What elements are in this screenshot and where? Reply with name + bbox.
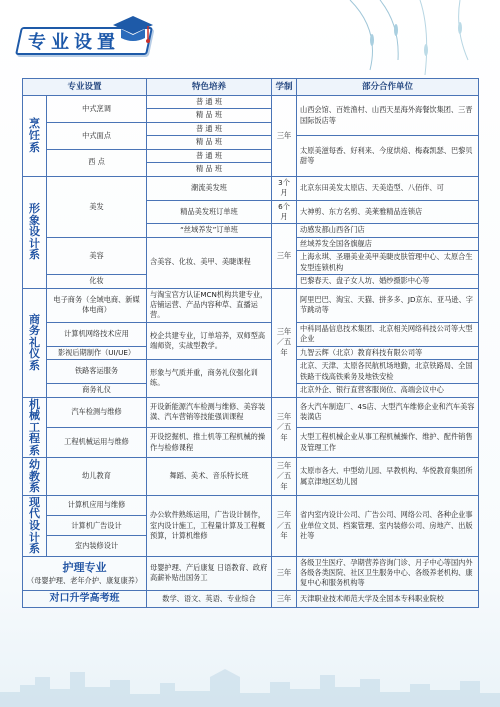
duration-preschool: 三年／五年 [272, 458, 297, 496]
class-item: 普 通 班 [147, 122, 272, 135]
partners-cooking-1: 山西会馆、百姓渔村、山西天星海外海餐饮集团、三晋国际饭店等 [297, 96, 479, 136]
partner-item: 中科同晶信息技术集团、北京相关网络科技公司等大型企业 [297, 322, 479, 346]
program-table [22, 78, 479, 608]
major-engineering-machinery: 工程机械运用与维修 [47, 427, 147, 457]
major-video-post: 影视后期制作（UI/UE） [47, 346, 147, 359]
class-item: 精 品 班 [147, 136, 272, 149]
duration-gaokao: 三年 [272, 590, 297, 608]
category-nursing [23, 556, 147, 590]
duration-item: 6个月 [272, 200, 297, 224]
duration-business: 三年／五年 [272, 288, 297, 397]
major-computer-repair: 计算机应用与维修 [47, 495, 147, 515]
major-network: 计算机网络技术应用 [47, 322, 147, 346]
feature-item: 潮流美发班 [147, 176, 272, 200]
feature-item: 舞蹈、美术、音乐特长班 [147, 458, 272, 496]
partner-item: 北京、天津、太原各民航机场地勤，北京铁路局、全国铁路干线高铁乘务及地铁安检 [297, 360, 479, 384]
partner-item: 各级卫生医疗、孕期营养咨询门诊、月子中心等国内外各级各类医院、社区卫生服务中心、各级养老机构、康复中心和服务机构等 [297, 556, 479, 590]
feature-item: 与淘宝官方认证MCN机构共建专业，店铺运营、产品内容种草、直播运营。 [147, 288, 272, 322]
class-item: 精 品 班 [147, 163, 272, 176]
category-gaokao: 对口升学高考班 [23, 590, 147, 608]
partner-item: 上海永琪、圣珊美业美甲美睫皮肤管理中心、太原合生发型连锁机构 [297, 251, 479, 275]
category-business: 商 务 礼 仪 系 [23, 288, 47, 397]
feature-item: 校企共建专业，订单培养，双师型高端师资，实战型教学。 [147, 322, 272, 359]
partner-item: 丝域养发全国各旗舰店 [297, 237, 479, 250]
feature-item: 数学、语文、英语、专业综合 [147, 590, 272, 608]
partner-item: 大神剪、东方名剪、美莱雅精品连锁店 [297, 200, 479, 224]
major-auto-repair: 汽车检测与维修 [47, 397, 147, 427]
major-pastry: 中式面点 [47, 122, 147, 149]
class-item: 精 品 班 [147, 109, 272, 122]
partner-item: 省内室内设计公司、广告公司、网络公司、各种企业事业单位文员、档案管理、室内装修公司、房地产、出版社等 [297, 495, 479, 556]
partner-item: 九智云辉（北京）教育科技有限公司等 [297, 346, 479, 359]
major-preschool-education: 幼儿教育 [47, 458, 147, 496]
major-western-pastry: 西 点 [47, 149, 147, 176]
graduation-cap-icon [112, 14, 154, 48]
feature-item: “丝域养发”订单班 [147, 224, 272, 237]
willow-decoration [340, 0, 500, 80]
duration-cooking: 三年 [272, 96, 297, 177]
class-item: 普 通 班 [147, 149, 272, 162]
duration-modern-design: 三年／五年 [272, 495, 297, 556]
major-railway: 铁路客运服务 [47, 360, 147, 384]
col-header-partners: 部分合作单位 [297, 79, 479, 96]
major-chinese-cuisine: 中式烹调 [47, 96, 147, 123]
partner-item: 北京外企、银行直营客服岗位、高端会议中心 [297, 384, 479, 397]
partner-item: 北京东田美发太原店、天美造型、八佰伴、可 [297, 176, 479, 200]
partners-cooking-2: 太原美滋每香、好利来、今度烘焙、梅森凯瑟、巴黎贝甜等 [297, 136, 479, 176]
header [0, 0, 500, 70]
partner-item: 天津职业技术师范大学及全国本专科职业院校 [297, 590, 479, 608]
category-preschool: 幼 教 系 [23, 458, 47, 496]
major-ecommerce: 电子商务（全域电商、新媒体电商） [47, 288, 147, 322]
class-item: 普 通 班 [147, 96, 272, 109]
major-interior-design: 室内装修设计 [47, 536, 147, 556]
col-header-feature: 特色培养 [147, 79, 272, 96]
partner-item: 动感发都山西各门店 [297, 224, 479, 237]
col-header-duration: 学制 [272, 79, 297, 96]
category-mechanical: 机 械 工 程 系 [23, 397, 47, 458]
partner-item: 太原市各大、中型幼儿园、早教机构、华悦教育集团所属京津地区幼儿园 [297, 458, 479, 496]
major-hairdressing: 美发 [47, 176, 147, 237]
feature-makeup: 含美容、化妆、美甲、美睫课程 [147, 237, 272, 288]
table-header-row [23, 79, 479, 96]
category-image-design: 形 象 设 计 系 [23, 176, 47, 288]
major-ad-design: 计算机广告设计 [47, 516, 147, 536]
feature-item: 形象与气质并重，商务礼仪强化训练。 [147, 360, 272, 397]
major-beauty: 美容 [47, 237, 147, 274]
duration-nursing: 三年 [272, 556, 297, 590]
duration-image-design: 三年 [272, 224, 297, 288]
partner-item: 巴黎春天、盘子女人坊、婚纱摄影中心等 [297, 275, 479, 288]
duration-item: 3个月 [272, 176, 297, 200]
category-modern-design: 现 代 设 计 系 [23, 495, 47, 556]
feature-item: 母婴护理、产后康复 日语教育、政府高薪补贴出国务工 [147, 556, 272, 590]
feature-item: 办公软件熟练运用，广告设计制作，室内设计施工，工程量计算及工程概预算，计算机维修 [147, 495, 272, 556]
nursing-title: 护理专业 [62, 561, 107, 575]
page-title: 专业设置 [28, 32, 120, 53]
major-makeup: 化妆 [47, 275, 147, 288]
partner-item: 各大汽车制造厂、4S店、大型汽车维修企业和汽车美容装潢店 [297, 397, 479, 427]
col-header-major: 专业设置 [23, 79, 147, 96]
nursing-subtitle: （母婴护理、老年介护、康复康养） [27, 576, 143, 586]
major-etiquette: 商务礼仪 [47, 384, 147, 397]
category-cooking: 烹 饪 系 [23, 96, 47, 177]
feature-item: 开设挖掘机、推土机等工程机械的操作与检修课程 [147, 427, 272, 457]
feature-item: 开设新能源汽车检测与维修、美容装潢、汽车营销等技能强训课程 [147, 397, 272, 427]
feature-item: 精品美发班订单班 [147, 200, 272, 224]
skyline-decoration [0, 647, 500, 707]
partner-item: 大型工程机械企业从事工程机械操作、维护、配件销售及管理工作 [297, 427, 479, 457]
duration-mechanical: 三年／五年 [272, 397, 297, 458]
partner-item: 阿里巴巴、淘宝、天猫、拼多多、JD京东、亚马逊、字节跳动等 [297, 288, 479, 322]
